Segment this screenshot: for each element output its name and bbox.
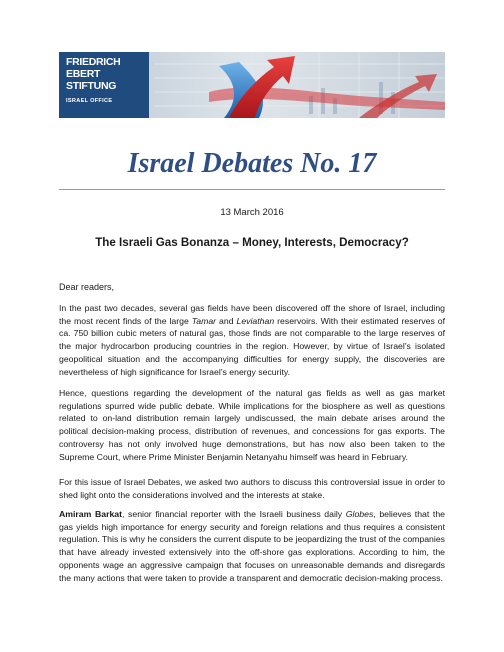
document-subtitle: The Israeli Gas Bonanza – Money, Interests, Democracy?: [95, 236, 409, 249]
text-run: reservoirs. With their estimated reserves of ca. 750 billion cubic meters of natural gas, those finds are not comparable to the large reserves of the major hydrocarbon producing countries in the region. However, by virtue of Israel’s isolated geopolitical situation and the accompanying difficulties for energy supply, the discoveries are nevertheless of high significance for Israel’s energy security.: [59, 315, 445, 377]
text-run: In the past two decades, several gas fields have been discovered off the shore of Israel, including the most recent finds of the large: [59, 303, 445, 326]
paragraph-issue: For this issue of Israel Debates, we asked two authors to discuss this controversial issue in order to shed light onto the considerations involved and the interests at stake.: [59, 477, 445, 500]
author-name: Amiram Barkat: [59, 509, 123, 519]
text-run: , believes that the gas yields high importance for energy security and foreign relations and thus requires a consistent regulation. This is why he considers the current dispute to be jeopardizing the trust of the companies that have already invested extensively into the off-shore gas explorations. According to him, the opponents wage an aggressive campaign that focuses on unreasonable demands and disregards the many actions that were taken to provide a transparent and democratic decision-making process.: [59, 509, 445, 583]
title-divider: [59, 189, 445, 190]
greeting: Dear readers,: [59, 282, 115, 292]
paragraph-debate: Hence, questions regarding the development of the natural gas fields as well as gas market regulations spurred wide public debate. While implications for the biosphere as well as questions related to on-land distribution remain largely undiscussed, the main debate arises around the political decision-making process, distribution of revenues, and concessions for gas exports. The controversy has not only involved huge demonstrations, but has now also been taken to the Supreme Court, where Prime Minister Benjamin Netanyahu himself was heard in February.: [59, 388, 445, 462]
text-run: , senior financial reporter with the Israeli business daily: [122, 509, 346, 519]
emphasis-tamar: Tamar: [191, 315, 217, 326]
emphasis-globes: Globes: [345, 509, 374, 519]
paragraph-intro: [59, 302, 445, 378]
logo-line-2: EBERT: [66, 68, 101, 80]
logo-office: ISRAEL OFFICE: [66, 98, 113, 104]
logo-line-1: FRIEDRICH: [66, 56, 121, 68]
header-banner: [59, 52, 445, 118]
logo-line-3: STIFTUNG: [66, 80, 117, 92]
emphasis-leviathan: Leviathan: [236, 315, 275, 326]
org-logo: [59, 52, 149, 118]
document-title: Israel Debates No. 17: [127, 148, 377, 179]
paragraph-barkat: [59, 508, 445, 584]
document-date: 13 March 2016: [220, 207, 284, 218]
text-run: and: [216, 315, 237, 326]
